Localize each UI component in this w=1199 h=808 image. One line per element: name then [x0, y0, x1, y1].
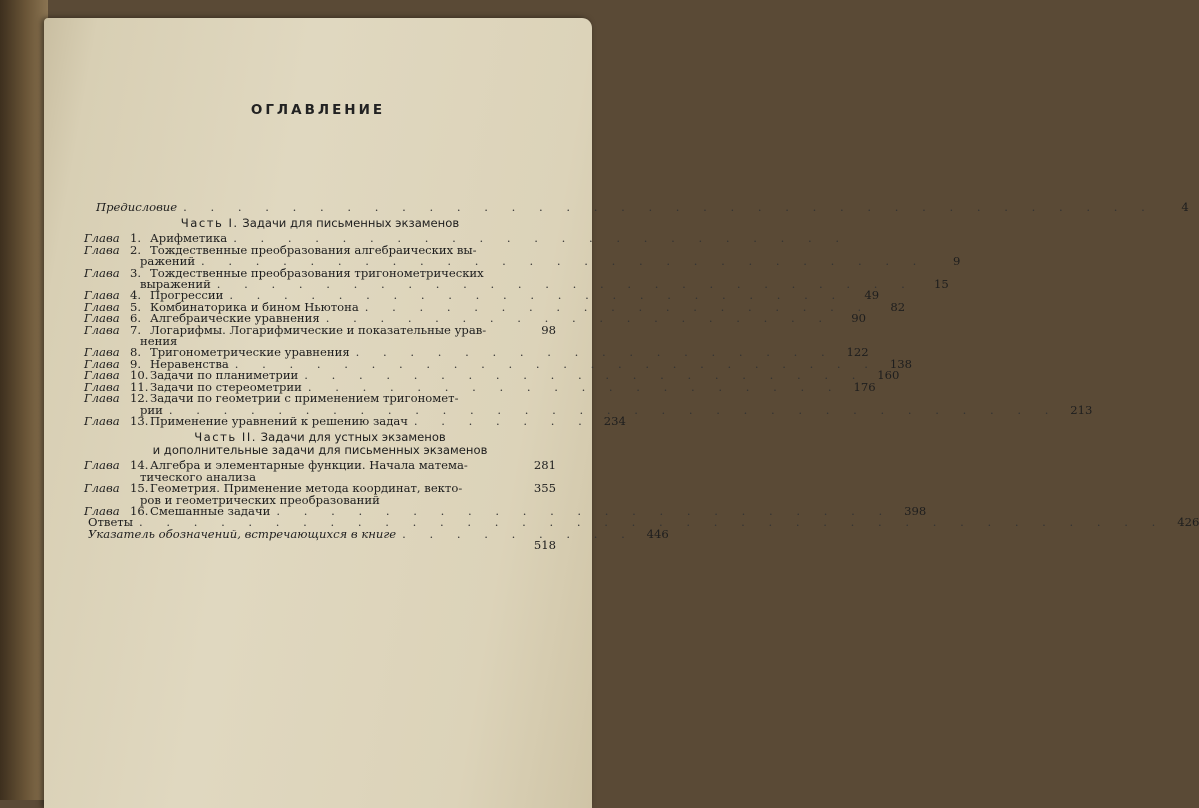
- chapter-title: Задачи по стереометрии: [150, 379, 302, 394]
- chapter-title: Комбинаторика и бином Ньютона: [150, 299, 359, 314]
- chapter-page: 82: [890, 299, 906, 314]
- chapter-number: 13.: [130, 413, 149, 428]
- dot-leader: . . . . . . . . . . . . . . . . . .: [355, 345, 835, 360]
- toc-index: [84, 526, 669, 541]
- chapter-word: Глава: [84, 368, 120, 383]
- dot-leader: . . . . . . . . . . . . . . . . . . . .: [307, 379, 842, 394]
- chapter-word: Глава: [84, 458, 120, 473]
- chapter-title: Тождественные преобразования алгебраических вы-: [150, 242, 477, 257]
- dot-leader: . . . . . . . . . . . . . . . . . . . . . . .: [276, 503, 893, 518]
- chapter-page: 90: [851, 311, 867, 326]
- part-2-title-line-1: Задачи для устных экзаменов: [260, 430, 446, 445]
- chapter-number: 14.: [130, 458, 149, 473]
- chapter-word: Глава: [84, 379, 120, 394]
- chapter-title-continued: рии: [140, 402, 163, 417]
- toc-part-1: [84, 217, 556, 230]
- dot-leader: . . . . . . . . . . . . . . . . . . . . . . . . . .: [216, 277, 915, 292]
- chapter-title: Применение уравнений к решению задач: [150, 413, 408, 428]
- chapter-title: Смешанные задачи: [150, 503, 271, 518]
- chapter-page: 234: [603, 413, 626, 428]
- chapter-number: 12.: [130, 391, 149, 406]
- chapter-number: 2.: [130, 242, 142, 257]
- chapter-title-continued: тического анализа: [140, 469, 257, 484]
- chapter-page: 122: [846, 345, 869, 360]
- dot-leader: . . . . . . . . . . . . . . . . . . . . . . .: [229, 288, 846, 303]
- dot-leader: . . . . . . . . .: [402, 526, 635, 541]
- chapter-number: 11.: [130, 379, 149, 394]
- chapter-title: Геометрия. Применение метода координат, векто-: [150, 481, 463, 496]
- chapter-page: 98: [541, 322, 556, 337]
- book-page: [44, 18, 1199, 808]
- dot-leader: . . . . . . . . . . . . . . . . . . .: [364, 299, 872, 314]
- toc-answers-page: 426: [1177, 515, 1199, 530]
- dot-leader: . . . . . . . . . . . . . . . . . . . . . . . . . . . . . . . . . . . . . .: [138, 515, 1166, 530]
- chapter-title-continued: нения: [140, 334, 178, 349]
- dot-leader: . . . . . . . . . . . . . . . . . . . . . . .: [233, 231, 850, 246]
- chapter-number: 10.: [130, 368, 149, 383]
- chapter-word: Глава: [84, 242, 120, 257]
- chapter-title-continued: выражений: [140, 277, 211, 292]
- chapter-number: 1.: [130, 231, 142, 246]
- chapter-word: Глава: [84, 413, 120, 428]
- toc-preface: [84, 200, 1189, 214]
- book-spine: [0, 0, 48, 800]
- dot-leader: . . . . . . . . . . . . . . . . . . . . . . . . . . . . . . . . . . . .: [183, 200, 1155, 214]
- chapter-word: Глава: [84, 391, 120, 406]
- chapter-number: 4.: [130, 288, 142, 303]
- dot-leader: . . . . . . . . . . . . . . . . . . . . .: [304, 368, 866, 383]
- chapter-word: Глава: [84, 481, 120, 496]
- chapter-title: Задачи по геометрии с применением тригономет-: [150, 391, 459, 406]
- chapter-word: Глава: [84, 345, 120, 360]
- toc-part-2-subtitle: [84, 444, 556, 457]
- chapter-title: Неравенства: [150, 356, 229, 371]
- toc-chapter-13: [84, 413, 626, 428]
- chapter-number: 6.: [130, 311, 142, 326]
- chapter-page: 9: [952, 254, 961, 269]
- chapter-page: 49: [864, 288, 880, 303]
- chapter-number: 8.: [130, 345, 142, 360]
- part-1-number: Часть I.: [180, 216, 239, 231]
- chapter-word: Глава: [84, 299, 120, 314]
- chapter-word: Глава: [84, 322, 120, 337]
- toc-last-page-number: 518: [533, 538, 556, 553]
- chapter-word: Глава: [84, 503, 120, 518]
- toc-preface-title: Предисловие: [96, 200, 178, 214]
- chapter-page: 138: [889, 356, 912, 371]
- toc-preface-page: 4: [1181, 200, 1189, 214]
- dot-leader: . . . . . . . . . . . . . . . . . . .: [325, 311, 833, 326]
- toc-index-title: Указатель обозначений, встречающихся в книге: [88, 526, 397, 541]
- chapter-title: Тригонометрические уравнения: [150, 345, 350, 360]
- chapter-title: Арифметика: [150, 231, 228, 246]
- chapter-title: Логарифмы. Логарифмические и показательные урав-: [150, 322, 487, 337]
- chapter-page: 15: [933, 277, 949, 292]
- toc-last-page: [84, 540, 556, 551]
- chapter-word: Глава: [84, 311, 120, 326]
- chapter-title-continued: ражений: [140, 254, 196, 269]
- toc-index-page: 446: [646, 526, 669, 541]
- dot-leader: . . . . . . . . . . . . . . . . . . . . . . . . . . .: [201, 254, 927, 269]
- chapter-title: Прогрессии: [150, 288, 224, 303]
- chapter-title: Алгебраические уравнения: [150, 311, 320, 326]
- part-2-number: Часть II.: [194, 430, 257, 445]
- part-1-title: Задачи для письменных экзаменов: [242, 216, 460, 231]
- chapter-page: 160: [877, 368, 900, 383]
- chapter-page: 213: [1070, 402, 1093, 417]
- table-of-contents: [84, 200, 1199, 553]
- dot-leader: . . . . . . . . . . . . . . . . . . . . . . . . . . . . . . . . .: [168, 402, 1059, 417]
- chapter-word: Глава: [84, 265, 120, 280]
- chapter-word: Глава: [84, 231, 120, 246]
- chapter-word: Глава: [84, 356, 120, 371]
- page-title: ОГЛАВЛЕНИЕ: [250, 102, 386, 118]
- dot-leader: . . . . . . . . . . . . . . . . . . . . . . . .: [234, 356, 878, 371]
- chapter-title-continued: ров и геометрических преобразований: [140, 492, 380, 507]
- chapter-number: 3.: [130, 265, 142, 280]
- chapter-number: 15.: [130, 481, 149, 496]
- chapter-number: 9.: [130, 356, 142, 371]
- toc-answers-title: Ответы: [88, 515, 133, 530]
- part-2-title-line-2: и дополнительные задачи для письменных экзаменов: [152, 443, 488, 458]
- chapter-number: 16.: [130, 503, 149, 518]
- chapter-title: Тождественные преобразования тригонометрических: [150, 265, 484, 280]
- chapter-page: 355: [533, 481, 556, 496]
- dot-leader: . . . . . . .: [413, 413, 592, 428]
- chapter-page: 176: [853, 379, 876, 394]
- chapter-word: Глава: [84, 288, 120, 303]
- chapter-number: 5.: [130, 299, 142, 314]
- chapter-page: 281: [533, 458, 556, 473]
- chapter-number: 7.: [130, 322, 142, 337]
- chapter-title: Задачи по планиметрии: [150, 368, 299, 383]
- chapter-title: Алгебра и элементарные функции. Начала матема-: [150, 458, 468, 473]
- chapter-page: 398: [904, 503, 927, 518]
